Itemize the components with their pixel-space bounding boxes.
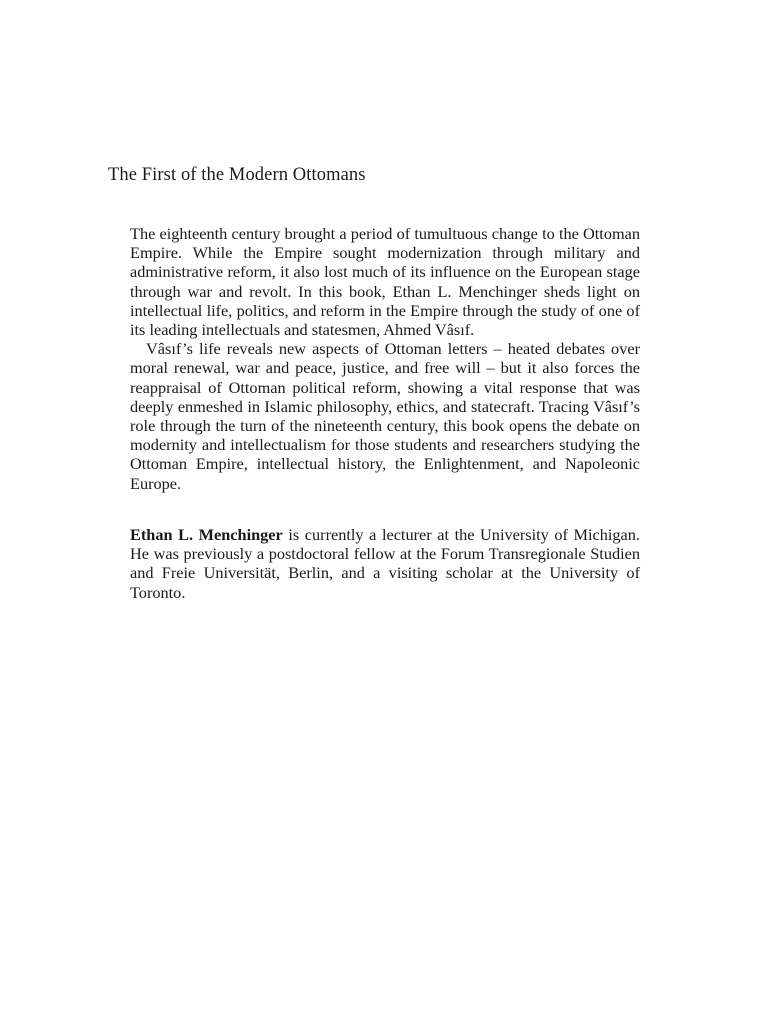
- blurb-paragraph-2: Vâsıf’s life reveals new aspects of Ottoman letters – heated debates over moral renewal, war and peace, justice, and free will – but it also forces the reappraisal of Ottoman political reform, showing a vital response that was deeply enmeshed in Islamic philosophy, ethics, and statecraft. Tracing Vâsıf’s role through the turn of the nineteenth century, this book opens the debate on modernity and intellectualism for those students and researchers studying the Ottoman Empire, intellectual history, the Enlightenment, and Napoleonic Europe.: [130, 339, 640, 493]
- blurb-paragraph-1: The eighteenth century brought a period of tumultuous change to the Ottoman Empire. While the Empire sought modernization through military and administrative reform, it also lost much of its influence on the European stage through war and revolt. In this book, Ethan L. Menchinger sheds light on intellectual life, politics, and reform in the Empire through the study of one of its leading intellectuals and statesmen, Ahmed Vâsıf.: [130, 224, 640, 340]
- book-title: The First of the Modern Ottomans: [108, 165, 366, 185]
- author-name: Ethan L. Menchinger: [130, 525, 283, 544]
- book-blurb: [130, 224, 640, 493]
- author-bio-text: is currently a lecturer at the University of Michigan. He was previously a postdoctoral fellow at the Forum Transregionale Studien and Freie Universität, Berlin, and a visiting scholar at the University of Toronto.: [130, 525, 640, 602]
- author-bio: [130, 525, 640, 602]
